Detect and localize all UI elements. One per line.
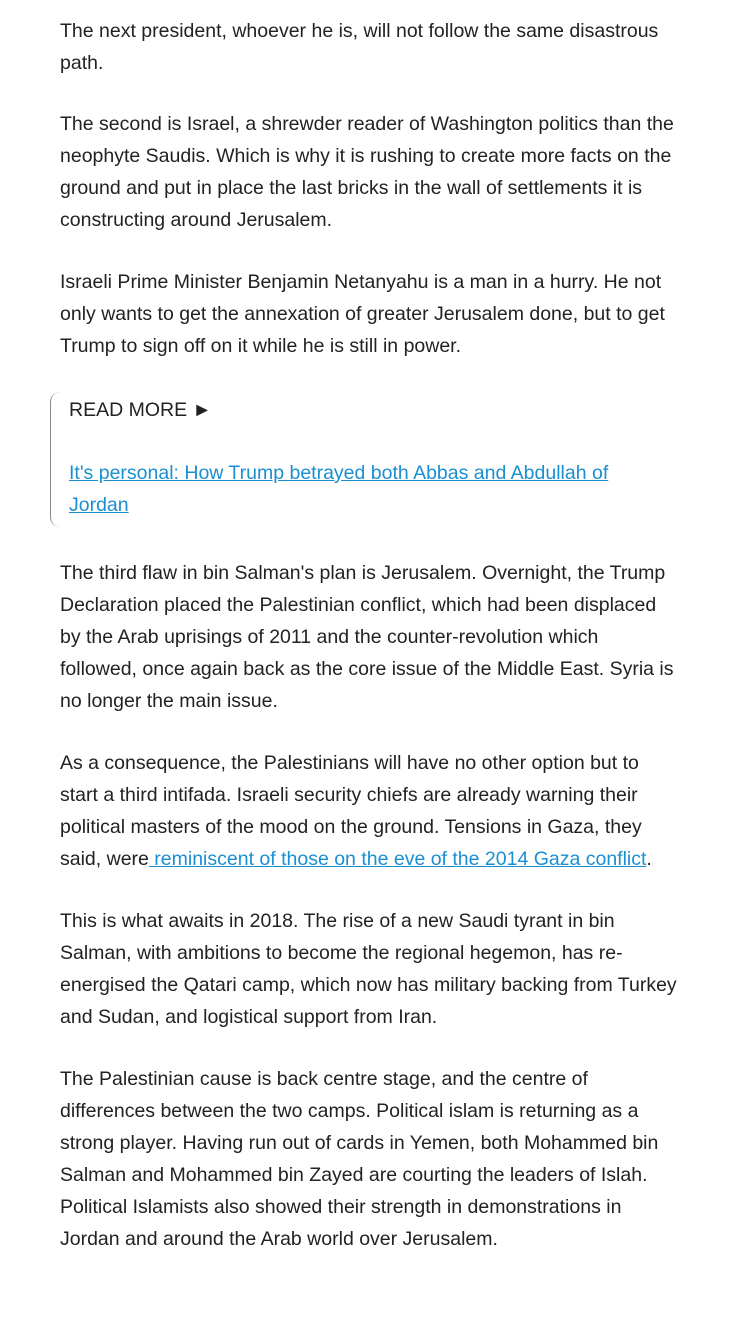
read-more-box xyxy=(50,392,669,527)
paragraph-intifada-end: . xyxy=(646,848,652,870)
paragraph-next-president: The next president, whoever he is, will not follow the same disastrous path. xyxy=(60,20,659,74)
paragraph-intifada-text: As a consequence, the Palestinians will have no other option but to start a third intifada. Israeli security chiefs are already warning their political masters of the mood on the ground. Tensions in Gaza, they said, were xyxy=(60,752,642,870)
paragraph-netanyahu: Israeli Prime Minister Benjamin Netanyahu is a man in a hurry. He not only wants to get the annexation of greater Jerusalem done, but to get Trump to sign off on it while he is still in power. xyxy=(60,271,665,357)
paragraph-palestinian-cause: The Palestinian cause is back centre stage, and the centre of differences between the two camps. Political islam is returning as a strong player. Having run out of cards in Yemen, both Mohammed bin Salman and Mohammed bin Zayed are courting the leaders of Islah. Political Islamists also showed their strength in demonstrations in Jordan and around the Arab world over Jerusalem. xyxy=(60,1068,659,1250)
paragraph-israel: The second is Israel, a shrewder reader of Washington politics than the neophyte Saudis. Which is why it is rushing to create more facts on the ground and put in place the last bricks in the wall of settlements it is constructing around Jerusalem. xyxy=(60,113,674,231)
gaza-conflict-link[interactable]: reminiscent of those on the eve of the 2014 Gaza conflict xyxy=(148,848,647,870)
paragraph-2018: This is what awaits in 2018. The rise of a new Saudi tyrant in bin Salman, with ambitions to become the regional hegemon, has re-energised the Qatari camp, which now has military backing from Turkey and Sudan, and logistical support from Iran. xyxy=(60,910,677,1028)
paragraph-third-flaw: The third flaw in bin Salman's plan is Jerusalem. Overnight, the Trump Declaration placed the Palestinian conflict, which had been displaced by the Arab uprisings of 2011 and the counter-revolution which followed, once again back as the core issue of the Middle East. Syria is no longer the main issue. xyxy=(60,562,674,712)
paragraph-intifada xyxy=(60,747,680,875)
read-more-label: READ MORE ► xyxy=(69,399,212,421)
read-more-link[interactable]: It's personal: How Trump betrayed both Abbas and Abdullah of Jordan xyxy=(69,462,609,516)
